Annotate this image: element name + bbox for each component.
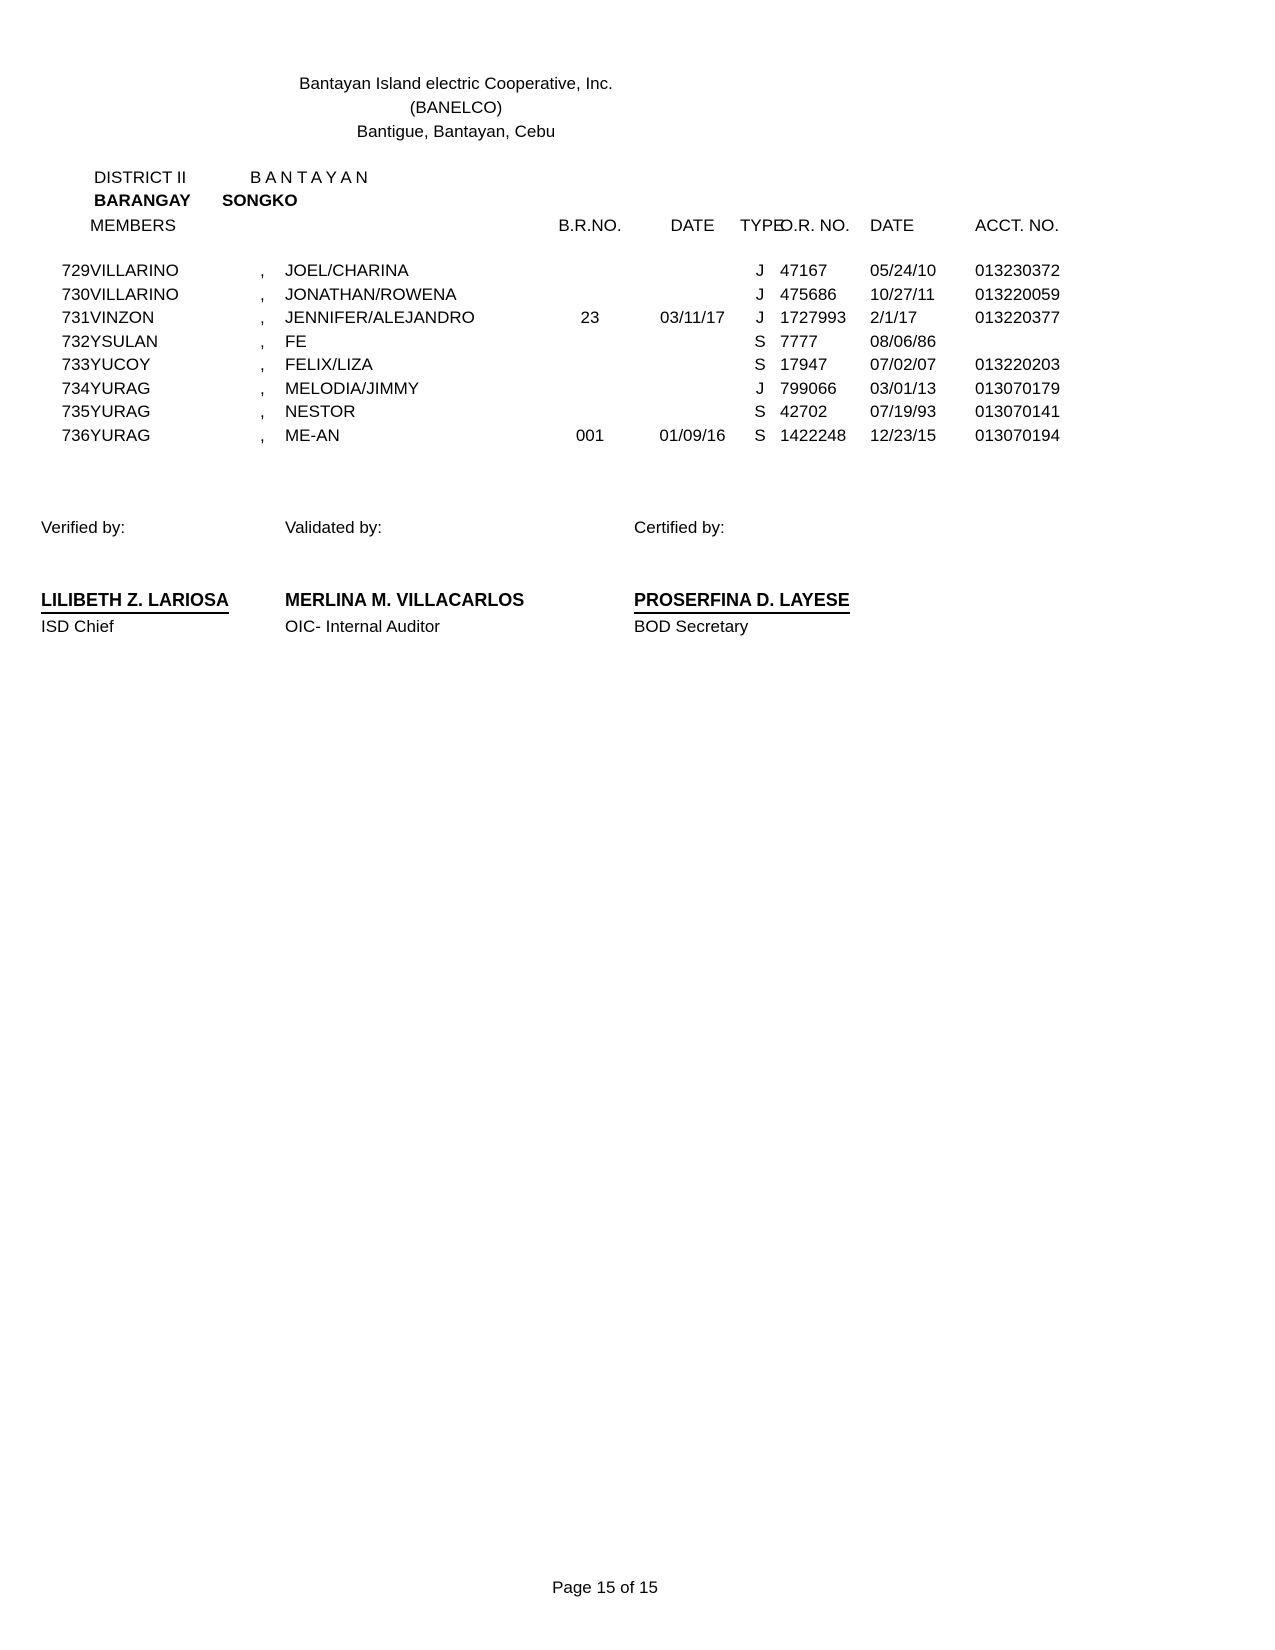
- table-row: [40, 283, 1085, 307]
- member-type: S: [754, 355, 766, 374]
- member-last-name: YURAG: [90, 402, 151, 421]
- member-or-date: 03/01/13: [870, 378, 937, 398]
- member-first-name: JOEL/CHARINA: [285, 261, 409, 280]
- member-br-date: [645, 353, 740, 377]
- member-number: 732: [61, 331, 90, 351]
- verified-by-label: Verified by:: [41, 518, 126, 537]
- name-separator: ,: [260, 261, 265, 280]
- member-or-no: 47167: [780, 261, 828, 280]
- member-or-date: 12/23/15: [870, 425, 937, 445]
- member-first-name: MELODIA/JIMMY: [285, 378, 420, 398]
- member-number: 734: [61, 378, 90, 398]
- member-or-no: 7777: [780, 331, 818, 351]
- member-or-date: 2/1/17: [870, 308, 918, 327]
- company-address: Bantigue, Bantayan, Cebu: [356, 122, 556, 141]
- name-separator: ,: [260, 402, 265, 421]
- header-type: TYPE: [740, 216, 785, 235]
- name-separator: ,: [260, 308, 265, 327]
- member-type: J: [755, 308, 765, 327]
- district-value: B A N T A Y A N: [250, 168, 368, 187]
- member-acct-no: 013230372: [975, 261, 1061, 280]
- member-last-name: YSULAN: [90, 331, 159, 351]
- member-type: J: [755, 378, 765, 398]
- member-acct-no: 013070141: [975, 402, 1061, 421]
- member-br-no: 001: [575, 425, 605, 445]
- table-row: [40, 424, 1085, 448]
- member-or-date: 08/06/86: [870, 331, 937, 351]
- table-row: [40, 306, 1085, 330]
- table-row: [40, 259, 1085, 283]
- member-or-date: 07/02/07: [870, 355, 937, 374]
- member-type: J: [755, 261, 765, 280]
- table-header-row: [40, 214, 1085, 238]
- member-acct-no: 013070194: [975, 425, 1061, 445]
- member-br-date: [645, 400, 740, 424]
- member-or-no: 17947: [780, 355, 828, 374]
- member-acct-no: [975, 330, 1085, 354]
- validated-by-name: MERLINA M. VILLACARLOS: [285, 590, 525, 610]
- member-br-no: 23: [580, 308, 600, 327]
- company-acronym: (BANELCO): [409, 98, 503, 117]
- member-number: 733: [61, 355, 90, 374]
- member-acct-no: 013220377: [975, 308, 1061, 327]
- member-acct-no: 013220059: [975, 284, 1061, 304]
- member-type: J: [755, 284, 765, 304]
- member-or-no: 1422248: [780, 425, 847, 445]
- member-number: 736: [61, 425, 90, 445]
- member-br-no: [535, 283, 645, 307]
- name-separator: ,: [260, 355, 265, 374]
- signature-section: [0, 518, 1275, 648]
- certified-by-label: Certified by:: [634, 518, 725, 537]
- member-br-no: [535, 400, 645, 424]
- member-br-date: [645, 283, 740, 307]
- verified-by-name: LILIBETH Z. LARIOSA: [41, 590, 229, 614]
- header-br-no: B.R.NO.: [558, 216, 622, 235]
- member-br-date: [645, 377, 740, 401]
- district-label: DISTRICT II: [94, 168, 187, 187]
- table-row: [40, 330, 1085, 354]
- header-date2: DATE: [870, 216, 915, 235]
- name-separator: ,: [260, 425, 265, 445]
- member-last-name: VILLARINO: [90, 284, 179, 304]
- member-br-date: [645, 259, 740, 283]
- member-last-name: YUCOY: [90, 355, 151, 374]
- certified-by-title: BOD Secretary: [634, 617, 749, 636]
- header-acct-no: ACCT. NO.: [975, 216, 1060, 235]
- verified-by-title: ISD Chief: [41, 617, 114, 636]
- company-name: Bantayan Island electric Cooperative, Inc.: [299, 74, 613, 93]
- member-br-date: 03/11/17: [660, 308, 725, 327]
- member-or-date: 10/27/11: [870, 284, 935, 304]
- barangay-label: BARANGAY: [94, 191, 191, 210]
- member-or-no: 475686: [780, 284, 837, 304]
- name-separator: ,: [260, 378, 265, 398]
- member-first-name: FELIX/LIZA: [285, 355, 373, 374]
- member-br-date: [645, 330, 740, 354]
- barangay-value: SONGKO: [222, 191, 298, 210]
- validated-by-label: Validated by:: [285, 518, 383, 537]
- member-br-no: [535, 259, 645, 283]
- member-type: S: [754, 331, 766, 351]
- member-or-date: 07/19/93: [870, 402, 937, 421]
- document-header: [0, 72, 912, 144]
- member-first-name: NESTOR: [285, 402, 356, 421]
- validated-by-title: OIC- Internal Auditor: [285, 617, 440, 636]
- header-spacer: [40, 214, 90, 238]
- header-members: MEMBERS: [90, 216, 176, 235]
- member-last-name: YURAG: [90, 378, 151, 398]
- member-last-name: VINZON: [90, 308, 155, 327]
- certified-by-name: PROSERFINA D. LAYESE: [634, 590, 850, 614]
- member-br-no: [535, 330, 645, 354]
- member-acct-no: 013220203: [975, 355, 1061, 374]
- member-first-name: ME-AN: [285, 425, 340, 445]
- page-number: Page 15 of 15: [552, 1578, 658, 1597]
- member-last-name: VILLARINO: [90, 261, 179, 280]
- header-date1: DATE: [670, 216, 715, 235]
- spacer-row: [40, 238, 1085, 260]
- member-number: 731: [61, 308, 90, 327]
- member-number: 729: [61, 261, 90, 280]
- name-separator: ,: [260, 284, 265, 304]
- member-br-no: [535, 377, 645, 401]
- member-or-no: 42702: [780, 402, 828, 421]
- name-separator: ,: [260, 331, 265, 351]
- members-table: [40, 214, 1085, 447]
- member-number: 735: [61, 402, 90, 421]
- table-row: [40, 400, 1085, 424]
- member-acct-no: 013070179: [975, 378, 1061, 398]
- member-first-name: FE: [285, 331, 307, 351]
- table-row: [40, 377, 1085, 401]
- member-type: S: [754, 402, 766, 421]
- member-or-no: 799066: [780, 378, 837, 398]
- member-number: 730: [61, 284, 90, 304]
- header-or-no: O.R. NO.: [780, 216, 850, 235]
- member-or-no: 1727993: [780, 308, 847, 327]
- member-br-no: [535, 353, 645, 377]
- member-first-name: JENNIFER/ALEJANDRO: [285, 308, 475, 327]
- member-type: S: [754, 425, 766, 445]
- member-br-date: 01/09/16: [659, 425, 726, 445]
- member-last-name: YURAG: [90, 425, 151, 445]
- table-row: [40, 353, 1085, 377]
- member-first-name: JONATHAN/ROWENA: [285, 284, 457, 304]
- member-or-date: 05/24/10: [870, 261, 937, 280]
